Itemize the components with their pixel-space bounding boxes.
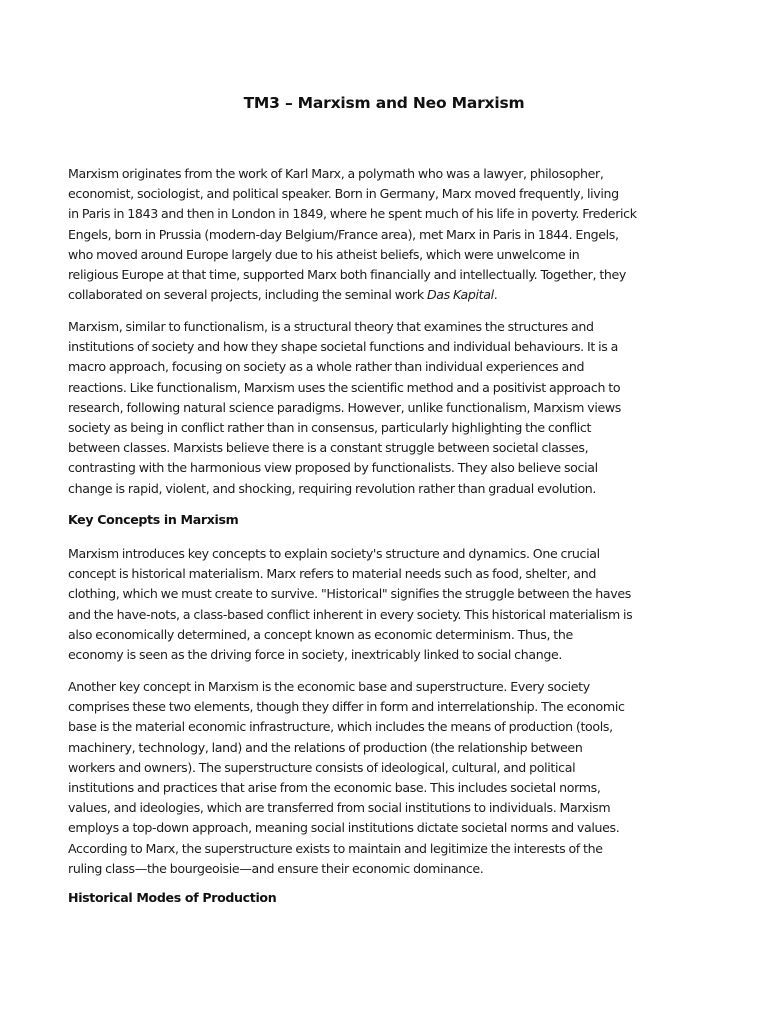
paragraph-line: Marxism, similar to functionalism, is a structural theory that examines the structures and bbox=[68, 319, 594, 334]
paragraph-line: clothing, which we must create to survive. "Historical" signifies the struggle between the haves bbox=[68, 586, 631, 602]
paragraph-line: institutions of society and how they shape societal functions and individual behaviours. It is a bbox=[68, 339, 618, 355]
paragraph-line: economist, sociologist, and political speaker. Born in Germany, Marx moved frequently, living bbox=[68, 186, 619, 202]
paragraph-line: machinery, technology, land) and the relations of production (the relationship between bbox=[68, 739, 583, 755]
paragraph-line: employs a top-down approach, meaning social institutions dictate societal norms and values. bbox=[68, 820, 620, 836]
section-heading: Historical Modes of Production bbox=[68, 890, 277, 905]
paragraph-line: reactions. Like functionalism, Marxism uses the scientific method and a positivist approach to bbox=[68, 379, 621, 395]
paragraph-line: in Paris in 1843 and then in London in 1849, where he spent much of his life in poverty. Frederick bbox=[68, 206, 637, 222]
paragraph-line: economy is seen as the driving force in society, inextricably linked to social change. bbox=[68, 647, 563, 663]
section-heading-key-concepts bbox=[68, 512, 708, 527]
paragraph-line: ruling class—the bourgeoisie—and ensure their economic dominance. bbox=[68, 860, 484, 876]
paragraph-line: between classes. Marxists believe there is a constant struggle between societal classes, bbox=[68, 440, 589, 456]
paragraph-line: Marxism introduces key concepts to explain society's structure and dynamics. One crucial bbox=[68, 546, 600, 561]
paragraph-line: values, and ideologies, which are transferred from social institutions to individuals. Marxism bbox=[68, 800, 611, 816]
paragraph-line: concept is historical materialism. Marx refers to material needs such as food, shelter, and bbox=[68, 566, 596, 582]
paragraph-line: workers and owners). The superstructure consists of ideological, cultural, and political bbox=[68, 759, 576, 775]
book-title-das-kapital: Das Kapital bbox=[426, 287, 494, 303]
paragraph-line: change is rapid, violent, and shocking, requiring revolution rather than gradual evolution. bbox=[68, 480, 597, 496]
paragraph-line-text: collaborated on several projects, including the seminal work bbox=[68, 287, 427, 303]
paragraph-line: According to Marx, the superstructure exists to maintain and legitimize the interests of the bbox=[68, 840, 603, 856]
paragraph-line: institutions and practices that arise from the economic base. This includes societal norms, bbox=[68, 780, 601, 796]
paragraph-marx-origins bbox=[68, 164, 708, 305]
section-heading-historical-modes bbox=[68, 890, 708, 905]
paragraph-line: contrasting with the harmonious view proposed by functionalists. They also believe social bbox=[68, 460, 598, 476]
paragraph-historical-materialism bbox=[68, 544, 708, 665]
paragraph-line: research, following natural science paradigms. However, unlike functionalism, Marxism views bbox=[68, 399, 622, 415]
paragraph-line: also economically determined, a concept known as economic determinism. Thus, the bbox=[68, 626, 573, 642]
document-title: TM3 – Marxism and Neo Marxism bbox=[243, 94, 525, 112]
paragraph-line: Marxism originates from the work of Karl Marx, a polymath who was a lawyer, philosopher, bbox=[68, 166, 604, 181]
paragraph-line: Engels, born in Prussia (modern-day Belgium/France area), met Marx in Paris in 1844. Engels, bbox=[68, 226, 619, 242]
paragraph-structural-theory bbox=[68, 317, 708, 499]
paragraph-line: who moved around Europe largely due to his atheist beliefs, which were unwelcome in bbox=[68, 246, 580, 262]
paragraph-line: macro approach, focusing on society as a whole rather than individual experiences and bbox=[68, 359, 585, 375]
paragraph-line: comprises these two elements, though they differ in form and interrelationship. The economic bbox=[68, 699, 625, 715]
paragraph-line bbox=[68, 285, 708, 305]
section-heading: Key Concepts in Marxism bbox=[68, 512, 239, 527]
paragraph-base-superstructure bbox=[68, 677, 708, 879]
paragraph-line-end: . bbox=[493, 287, 498, 303]
paragraph-line: base is the material economic infrastructure, which includes the means of production (tools, bbox=[68, 719, 613, 735]
paragraph-line: religious Europe at that time, supported Marx both financially and intellectually. Together, they bbox=[68, 267, 627, 283]
paragraph-line: and the have-nots, a class-based conflict inherent in every society. This historical materialism is bbox=[68, 606, 633, 622]
paragraph-line: Another key concept in Marxism is the economic base and superstructure. Every society bbox=[68, 679, 590, 694]
paragraph-line: society as being in conflict rather than in consensus, particularly highlighting the conflict bbox=[68, 420, 592, 436]
